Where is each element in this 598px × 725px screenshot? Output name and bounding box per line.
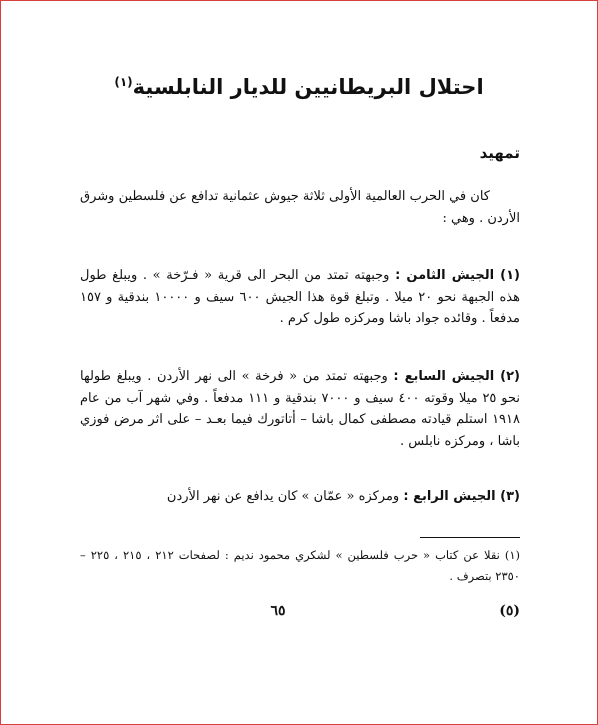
section-heading: تمهيد (479, 144, 520, 162)
intro-text: كان في الحرب العالمية الأولى ثلاثة جيوش عثمانية تدافع عن فلسطين وشرق الأردن . وهي : (80, 189, 520, 226)
title-text: احتلال البريطانيين للديار النابلسية (132, 75, 484, 99)
fourth-army-label: (٣) الجيش الرابع : (403, 489, 520, 504)
page-number: ٦٥ (270, 603, 286, 619)
seventh-army-text: وجبهته تمتد من « فرخة » الى نهر الأردن . ويبلغ طولها نحو ٢٥ ميلا وقوته ٤٠٠ سيف و ٧٠٠٠ بندقية و ١١١ مدفعاً . وفي شهر آب من عام ١٩١٨ استلم قيادته مصطفى كمال باشا – أتاتورك فيما بعـد – على اثر مرض فوزي باشا ، ومركزه نابلس . (80, 369, 520, 449)
title-footnote-mark: (١) (114, 75, 133, 89)
page-number-parenthetical: (٥) (499, 603, 520, 619)
eighth-army-label: (١) الجيش الثامن : (395, 268, 520, 283)
intro-paragraph (80, 186, 520, 229)
fourth-army-text: ومركزه « عمّان » كان يدافع عن نهر الأردن (166, 489, 400, 504)
fourth-army-paragraph (80, 486, 520, 508)
footnote-separator (420, 537, 520, 538)
seventh-army-paragraph (80, 366, 520, 452)
footnote: (١) نقلا عن كتاب « حرب فلسطين » لشكري محمود نديم : لصفحات ٢١٢ ، ٢١٥ ، ٢٢٥ – ٢٣٥٠ بتصرف . (80, 548, 521, 583)
eighth-army-paragraph (80, 265, 520, 330)
seventh-army-label: (٢) الجيش السابع : (393, 369, 520, 384)
eighth-army-text: وجبهته تمتد من البحر الى قرية « فـرّخة » . ويبلغ طول هذه الجبهة نحو ٢٠ ميلا . وتبلغ قوة هذا الجيش ٦٠٠ سيف و ١٠٠٠٠ بندقية و ١٥٧ مدفعاً . وقائده جواد باشا ومركزه طول كرم . (80, 268, 520, 326)
page-title (40, 66, 558, 103)
